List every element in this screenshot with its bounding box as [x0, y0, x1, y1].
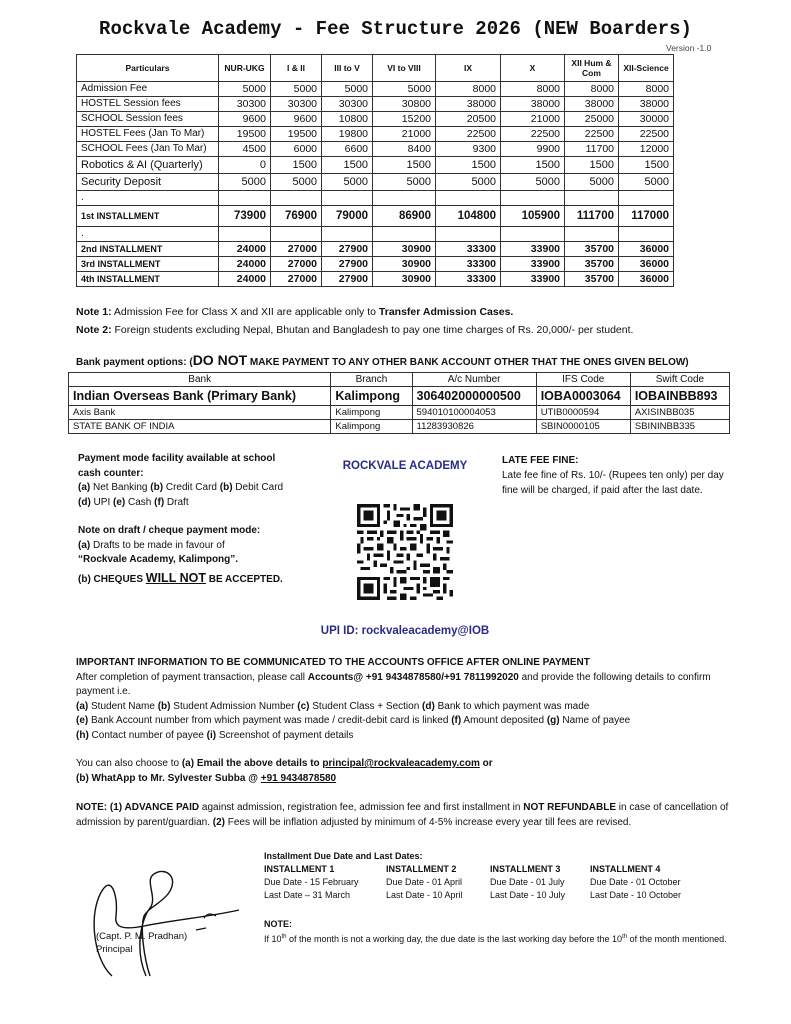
fee-cell: 38000: [565, 97, 619, 112]
spacer-mark: .: [77, 191, 219, 206]
fee-cell: 27900: [322, 257, 373, 272]
fee-cell: 5000: [219, 174, 271, 191]
fee-table-header-row: [77, 55, 674, 82]
column-header: IFS Code: [536, 373, 630, 387]
fee-cell: 9600: [271, 112, 322, 127]
note-2: Note 2: Foreign students excluding Nepal, Bhutan and Bangladesh to pay one time charges of Rs. 20,000/- per student.: [76, 324, 634, 336]
fee-cell: 22500: [565, 127, 619, 142]
payment-mode-heading: Payment mode facility available at school cash counter:: [78, 453, 276, 479]
bank-branch: Kalimpong: [331, 406, 412, 420]
email-option: You can also choose to (a) Email the above details to principal@rockvaleacademy.com or: [76, 758, 493, 769]
fee-cell: 105900: [501, 206, 565, 227]
column-header: XII Hum & Com: [565, 55, 619, 82]
column-header: Bank: [69, 373, 331, 387]
fee-cell: 1500: [565, 157, 619, 174]
fee-cell: 5000: [271, 82, 322, 97]
fee-row: [77, 174, 674, 191]
fee-cell: 33900: [501, 242, 565, 257]
fee-cell: 1500: [271, 157, 322, 174]
fee-cell: 38000: [619, 97, 674, 112]
fee-cell: 1500: [322, 157, 373, 174]
fee-cell: 5000: [373, 174, 436, 191]
fee-cell: 73900: [219, 206, 271, 227]
fee-row: [77, 272, 674, 287]
column-header: IX: [436, 55, 501, 82]
fee-cell: 35700: [565, 242, 619, 257]
bank-account-number: 306402000000500: [412, 387, 536, 406]
bank-row: [69, 420, 730, 434]
column-header: XII-Science: [619, 55, 674, 82]
important-info-items-2: (e) Bank Account number from which payment was made / credit-debit card is linked (f) Amount deposited (g) Name of payee: [76, 715, 631, 726]
fee-cell: 36000: [619, 242, 674, 257]
upi-id: UPI ID: rockvaleacademy@IOB: [320, 625, 490, 637]
fee-cell: 5000: [501, 174, 565, 191]
fee-cell: 33300: [436, 272, 501, 287]
bank-name: STATE BANK OF INDIA: [69, 420, 331, 434]
fee-cell: 25000: [565, 112, 619, 127]
fee-cell: 24000: [219, 242, 271, 257]
installment-column: INSTALLMENT 2 Due Date - 01 April Last Date - 10 April: [386, 864, 463, 900]
important-info-section: [76, 656, 736, 743]
column-header: I & II: [271, 55, 322, 82]
bank-branch: Kalimpong: [331, 387, 412, 406]
late-fee-text: Late fee fine of Rs. 10/- (Rupees ten only) per day fine will be charged, if paid after the last date.: [502, 470, 724, 496]
fee-spacer-row: [77, 227, 674, 242]
fee-cell: 86900: [373, 206, 436, 227]
fee-cell: 5000: [322, 174, 373, 191]
bank-account-number: 11283930826: [412, 420, 536, 434]
fee-cell: 24000: [219, 272, 271, 287]
fee-cell: 30900: [373, 257, 436, 272]
fee-cell: 9900: [501, 142, 565, 157]
fee-cell: 9300: [436, 142, 501, 157]
column-header: A/c Number: [412, 373, 536, 387]
fee-row: [77, 112, 674, 127]
fee-row: [77, 257, 674, 272]
fee-cell: 6000: [271, 142, 322, 157]
fee-cell: 9600: [219, 112, 271, 127]
fee-cell: 30900: [373, 242, 436, 257]
advance-paid-note: NOTE: (1) ADVANCE PAID against admission, registration fee, admission fee and first installment in NOT REFUNDABLE in case of cancellation of admission by parent/guardian. (2) Fees will be inflation adjusted by minimum of 4-5% increase every year till fees are revised.: [76, 802, 729, 828]
fee-cell: 5000: [373, 82, 436, 97]
column-header: Particulars: [77, 55, 219, 82]
fee-cell: 19500: [219, 127, 271, 142]
fee-cell: 30800: [373, 97, 436, 112]
bank-swift: AXISINBB035: [630, 406, 729, 420]
email-link[interactable]: principal@rockvaleacademy.com: [322, 758, 480, 769]
bank-details-table: [68, 372, 730, 434]
fee-cell: 5000: [436, 174, 501, 191]
fee-cell: 22500: [436, 127, 501, 142]
spacer-mark: .: [77, 227, 219, 242]
page-title: Rockvale Academy - Fee Structure 2026 (NEW Boarders): [99, 18, 692, 40]
fee-cell: 8000: [436, 82, 501, 97]
bank-swift: IOBAINBB893: [630, 387, 729, 406]
fee-cell: 21000: [501, 112, 565, 127]
fee-cell: 33300: [436, 242, 501, 257]
fee-cell: 11700: [565, 142, 619, 157]
fee-cell: 33900: [501, 257, 565, 272]
fee-row: [77, 206, 674, 227]
column-header: Branch: [331, 373, 412, 387]
fee-cell: 10800: [322, 112, 373, 127]
fee-cell: 1500: [436, 157, 501, 174]
fee-cell: 22500: [501, 127, 565, 142]
fee-cell: 8400: [373, 142, 436, 157]
fee-row-label: 4th INSTALLMENT: [77, 272, 219, 287]
fee-cell: 5000: [322, 82, 373, 97]
bank-options-heading: Bank payment options: (DO NOT MAKE PAYMENT TO ANY OTHER BANK ACCOUNT OTHER THAT THE ONES GIVEN BELOW): [76, 352, 689, 368]
fee-row: [77, 82, 674, 97]
fee-cell: 5000: [271, 174, 322, 191]
fee-row-label: Security Deposit: [77, 174, 219, 191]
fee-cell: 24000: [219, 257, 271, 272]
fee-cell: 111700: [565, 206, 619, 227]
whatsapp-option: (b) WhatApp to Mr. Sylvester Subba @ +91 9434878580: [76, 772, 337, 784]
fee-cell: 117000: [619, 206, 674, 227]
column-header: X: [501, 55, 565, 82]
fee-cell: 33300: [436, 257, 501, 272]
fee-row: [77, 127, 674, 142]
fee-cell: 33900: [501, 272, 565, 287]
payment-mode-section: [78, 452, 298, 587]
column-header: VI to VIII: [373, 55, 436, 82]
fee-cell: 22500: [619, 127, 674, 142]
bank-row: [69, 387, 730, 406]
fee-cell: 30300: [271, 97, 322, 112]
fee-cell: 38000: [501, 97, 565, 112]
important-info-items-1: (a) Student Name (b) Student Admission Number (c) Student Class + Section (d) Bank to which payment was made: [76, 700, 590, 712]
version-label: Version -1.0: [666, 43, 712, 53]
fee-cell: 8000: [619, 82, 674, 97]
fee-row: [77, 157, 674, 174]
fee-cell: 30000: [619, 112, 674, 127]
fee-cell: 36000: [619, 257, 674, 272]
note-1: Note 1: Admission Fee for Class X and XII are applicable only to Transfer Admission Cases.: [76, 306, 514, 318]
fee-cell: 8000: [565, 82, 619, 97]
fee-cell: 79000: [322, 206, 373, 227]
fee-row-label: 1st INSTALLMENT: [77, 206, 219, 227]
fee-cell: 30900: [373, 272, 436, 287]
principal-signature-icon: [84, 868, 244, 978]
important-info-heading: IMPORTANT INFORMATION TO BE COMMUNICATED TO THE ACCOUNTS OFFICE AFTER ONLINE PAYMENT: [76, 657, 590, 668]
upi-qr-code-icon: [357, 496, 453, 608]
bank-account-number: 594010100004053: [412, 406, 536, 420]
qr-title: ROCKVALE ACADEMY: [342, 460, 468, 472]
bank-ifsc: UTIB0000594: [536, 406, 630, 420]
fee-row: [77, 97, 674, 112]
bank-name: Indian Overseas Bank (Primary Bank): [69, 387, 331, 406]
fee-cell: 27000: [271, 242, 322, 257]
fee-cell: 36000: [619, 272, 674, 287]
important-info-intro: After completion of payment transaction, please call Accounts@ +91 9434878580/+91 7811992020 and provide the following details to confirm payment i.e.: [76, 671, 711, 697]
fee-cell: 19800: [322, 127, 373, 142]
signatory-name: (Capt. P. M. Pradhan): [96, 931, 188, 942]
draft-note-heading: Note on draft / cheque payment mode:: [78, 525, 261, 536]
fee-cell: 30300: [322, 97, 373, 112]
fee-cell: 104800: [436, 206, 501, 227]
bank-table-header-row: [69, 373, 730, 387]
fee-cell: 5000: [565, 174, 619, 191]
fee-cell: 8000: [501, 82, 565, 97]
installment-column: INSTALLMENT 3 Due Date - 01 July Last Date - 10 July: [490, 864, 566, 900]
fee-row-label: Robotics & AI (Quarterly): [77, 157, 219, 174]
installment-dates-heading: Installment Due Date and Last Dates:: [264, 851, 423, 861]
bank-ifsc: IOBA0003064: [536, 387, 630, 406]
fee-structure-table: [76, 54, 674, 287]
contact-section: [76, 757, 736, 786]
late-fee-heading: LATE FEE FINE:: [502, 455, 579, 466]
fee-row-label: 2nd INSTALLMENT: [77, 242, 219, 257]
due-date-note: NOTE: If 10th of the month is not a working day, the due date is the last working day before the 10th of the month mentioned.: [264, 919, 727, 944]
fee-cell: 0: [219, 157, 271, 174]
draft-note-a: (a) Drafts to be made in favour of: [78, 539, 225, 551]
fee-cell: 19500: [271, 127, 322, 142]
fee-notes: [76, 303, 633, 339]
signatory-title: Principal: [96, 944, 133, 955]
late-fee-section: [502, 453, 737, 498]
upi-qr-block: [310, 460, 500, 637]
fee-spacer-row: [77, 191, 674, 206]
fee-cell: 30300: [219, 97, 271, 112]
important-info-items-3: (h) Contact number of payee (i) Screenshot of payment details: [76, 729, 354, 741]
column-header: III to V: [322, 55, 373, 82]
fee-cell: 76900: [271, 206, 322, 227]
fee-cell: 35700: [565, 272, 619, 287]
installment-column: INSTALLMENT 4 Due Date - 01 October Last Date - 10 October: [590, 864, 682, 900]
bank-row: [69, 406, 730, 420]
fee-row-label: 3rd INSTALLMENT: [77, 257, 219, 272]
fee-cell: 15200: [373, 112, 436, 127]
whatsapp-link[interactable]: +91 9434878580: [260, 772, 337, 784]
column-header: Swift Code: [630, 373, 729, 387]
fee-cell: 27000: [271, 272, 322, 287]
column-header: NUR-UKG: [219, 55, 271, 82]
fee-cell: 1500: [501, 157, 565, 174]
bank-branch: Kalimpong: [331, 420, 412, 434]
fee-row-label: Admission Fee: [77, 82, 219, 97]
fee-row: [77, 142, 674, 157]
bank-name: Axis Bank: [69, 406, 331, 420]
installment-dates-grid: [264, 863, 734, 902]
fee-row: [77, 242, 674, 257]
fee-cell: 35700: [565, 257, 619, 272]
fee-row-label: HOSTEL Fees (Jan To Mar): [77, 127, 219, 142]
installment-dates-section: [264, 850, 734, 902]
fee-cell: 27900: [322, 242, 373, 257]
fee-cell: 1500: [373, 157, 436, 174]
bank-swift: SBININBB335: [630, 420, 729, 434]
fee-row-label: SCHOOL Session fees: [77, 112, 219, 127]
installment-column: INSTALLMENT 1 Due Date - 15 February Last Date – 31 March: [264, 864, 359, 900]
fee-cell: 4500: [219, 142, 271, 157]
cheque-note: (b) CHEQUES WILL NOT BE ACCEPTED.: [78, 570, 283, 585]
fee-cell: 5000: [219, 82, 271, 97]
fee-cell: 12000: [619, 142, 674, 157]
bank-ifsc: SBIN0000105: [536, 420, 630, 434]
fee-cell: 21000: [373, 127, 436, 142]
fee-cell: 20500: [436, 112, 501, 127]
signatory: [96, 930, 187, 956]
fee-cell: 27000: [271, 257, 322, 272]
fee-cell: 38000: [436, 97, 501, 112]
fee-cell: 5000: [619, 174, 674, 191]
fee-cell: 1500: [619, 157, 674, 174]
fee-cell: 6600: [322, 142, 373, 157]
fee-cell: 27900: [322, 272, 373, 287]
fee-row-label: SCHOOL Fees (Jan To Mar): [77, 142, 219, 157]
fee-row-label: HOSTEL Session fees: [77, 97, 219, 112]
payment-mode-options: (a) Net Banking (b) Credit Card (b) Debit Card (d) UPI (e) Cash (f) Draft: [78, 482, 284, 508]
draft-payee: “Rockvale Academy, Kalimpong”.: [78, 554, 239, 565]
